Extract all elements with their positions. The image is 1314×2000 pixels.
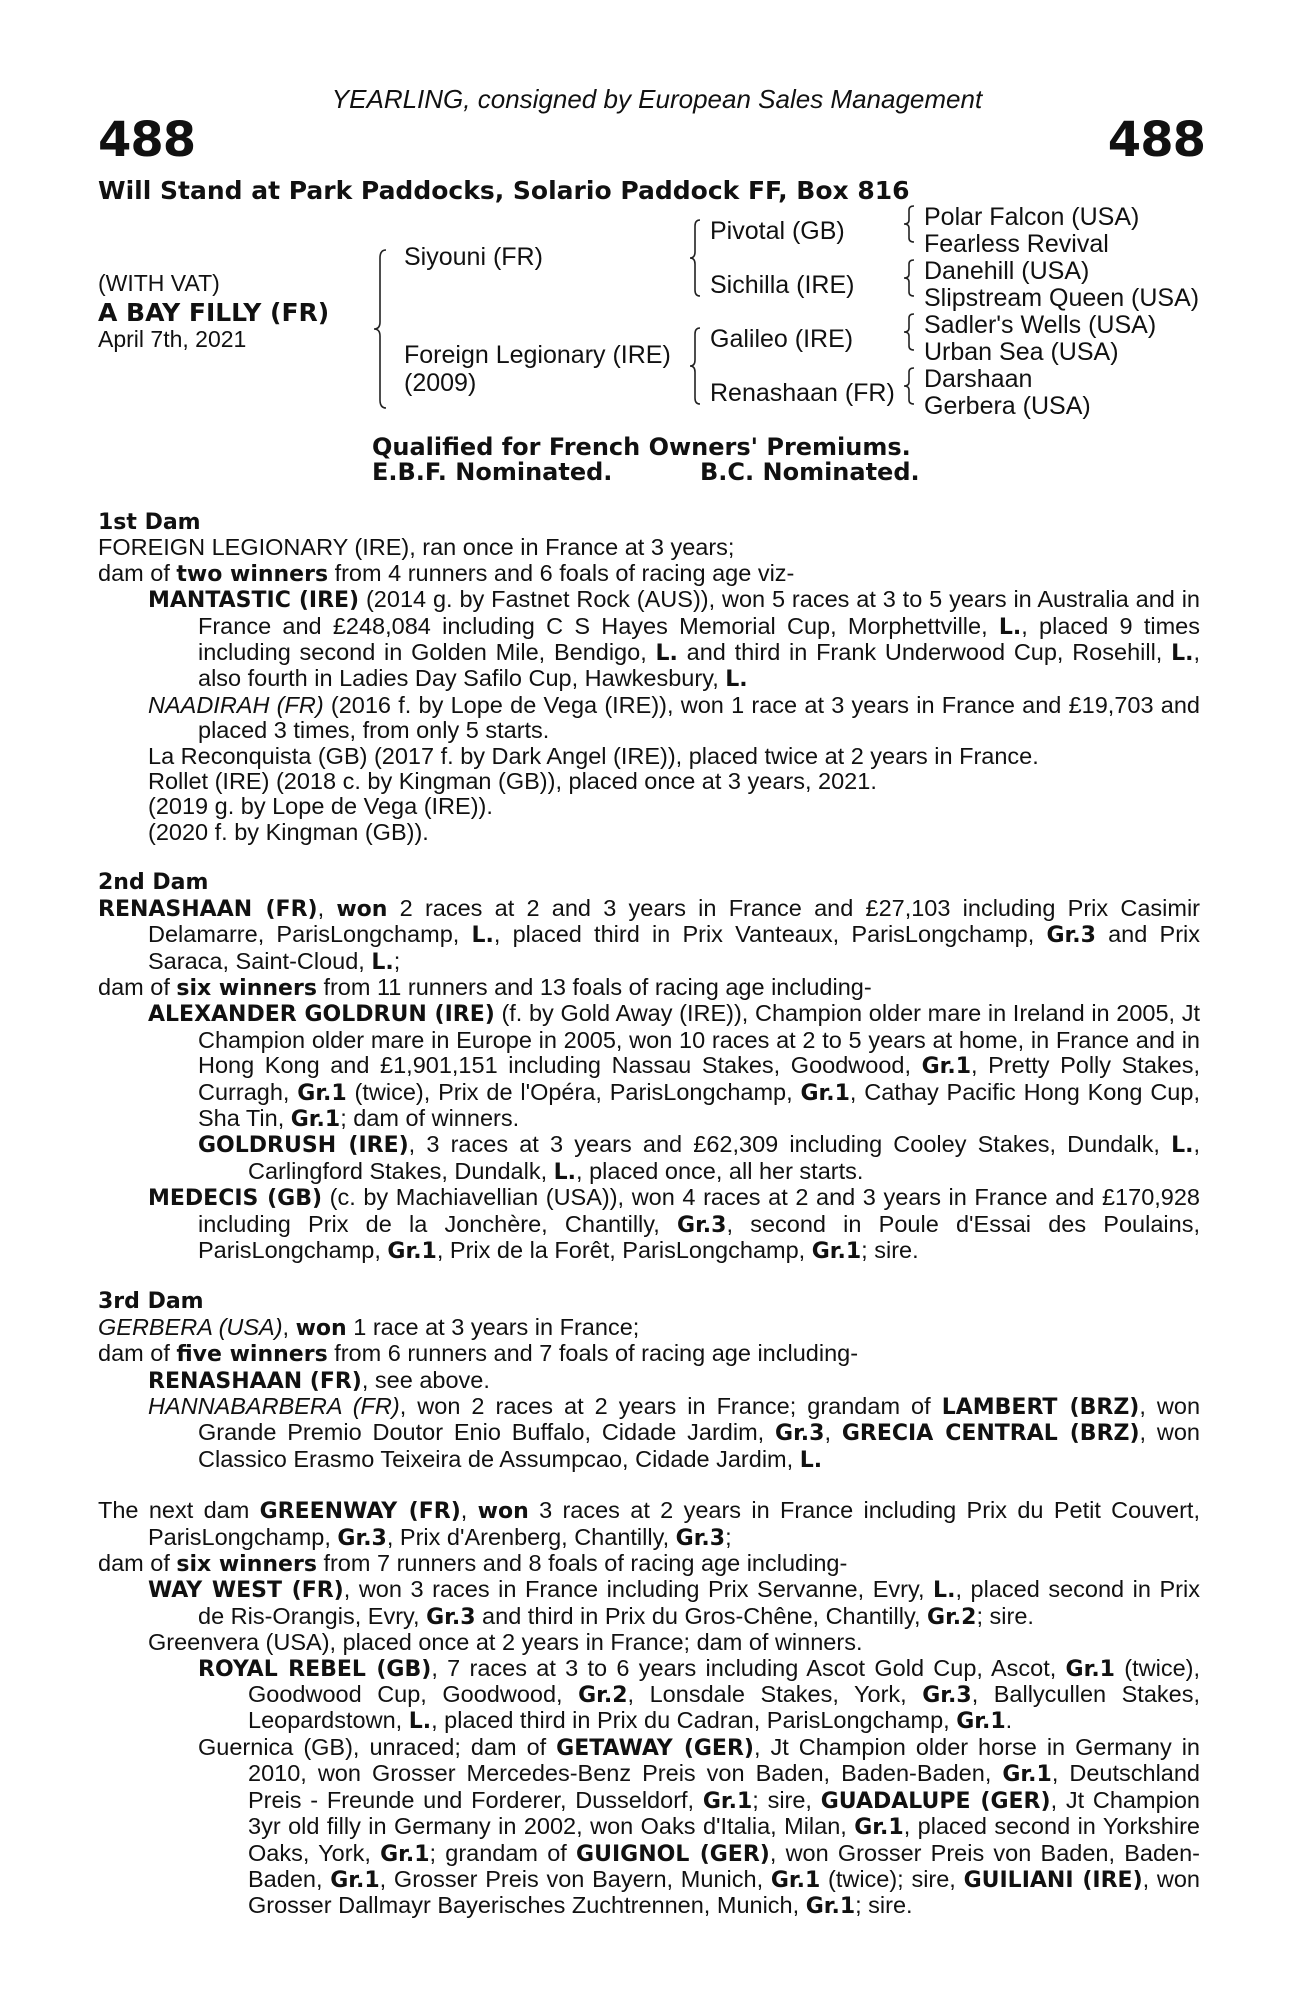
ebf-nomination: E.B.F. Nominated. [372, 458, 613, 486]
progeny-hannabarbera: HANNABARBERA (FR), won 2 races at 2 years in France; grandam of LAMBERT (BRZ), won Grande Premio Doutor Enio Buffalo, Cidade Jardim, Gr.3, GRECIA CENTRAL (BRZ), won Classico Erasmo Teixeira de Assumpcao, Cidade Jardim, L. [148, 1393, 1201, 1473]
pedigree-sire-dam: Sichilla (IRE) [710, 271, 855, 299]
pedigree-sdd: Slipstream Queen (USA) [924, 284, 1200, 312]
pedigree-dsd: Urban Sea (USA) [924, 338, 1119, 366]
progeny-goldrush: GOLDRUSH (IRE), 3 races at 3 years and £62,309 including Cooley Stakes, Dundalk, L., Carlingford Stakes, Dundalk, L., placed once, all her starts. [198, 1131, 1200, 1185]
progeny-2019-gelding: (2019 g. by Lope de Vega (IRE)). [148, 793, 493, 820]
first-dam-section [98, 510, 1200, 845]
next-dam-record: The next dam GREENWAY (FR), won 3 races at 2 years in France including Prix du Petit Couvert, ParisLongchamp, Gr.3, Prix d'Arenberg, Chantilly, Gr.3; [98, 1497, 1200, 1551]
progeny-2020-filly: (2020 f. by Kingman (GB)). [148, 818, 429, 845]
pedigree-sss: Polar Falcon (USA) [924, 203, 1140, 231]
pedigree-dam-sire: Galileo (IRE) [710, 325, 854, 353]
pedigree-dds: Darshaan [924, 365, 1033, 393]
progeny-la-reconquista: La Reconquista (GB) (2017 f. by Dark Angel (IRE)), placed twice at 2 years in France. [148, 742, 1039, 769]
progeny-mantastic: MANTASTIC (IRE) (2014 g. by Fastnet Rock (AUS)), won 5 races at 3 to 5 years in Australia and in France and £248,084 including C S Hayes Memorial Cup, Morphettville, L., placed 9 times including second in Golden Mile, Bendigo, L. and third in Frank Underwood Cup, Rosehill, L., also fourth in Ladies Day Safilo Cup, Hawkesbury, L. [148, 586, 1200, 693]
pedigree-sire: Siyouni (FR) [404, 243, 543, 271]
pedigree-brace-ss [902, 204, 916, 244]
lot-number-left: 488 [98, 112, 196, 168]
third-dam-section [98, 1289, 1200, 1473]
pedigree-brace-main [372, 248, 388, 410]
bc-nomination: B.C. Nominated. [700, 458, 920, 486]
pedigree-dam-dam: Renashaan (FR) [710, 379, 895, 407]
progeny-alexander-goldrun: ALEXANDER GOLDRUN (IRE) (f. by Gold Away (IRE)), Champion older mare in Ireland in 2005, Jt Champion older mare in Europe in 2005, won 10 races at 2 to 5 years at home, in France and in Hong Kong and £1,901,151 including Nassau Stakes, Goodwood, Gr.1, Pretty Polly Stakes, Curragh, Gr.1 (twice), Prix de l'Opéra, ParisLongchamp, Gr.1, Cathay Pacific Hong Kong Cup, Sha Tin, Gr.1; dam of winners. [148, 1000, 1200, 1132]
progeny-royal-rebel: ROYAL REBEL (GB), 7 races at 3 to 6 years including Ascot Gold Cup, Ascot, Gr.1 (twice), Goodwood Cup, Goodwood, Gr.2, Lonsdale Stakes, York, Gr.3, Ballycullen Stakes, Leopardstown, L., placed third in Prix du Cadran, ParisLongchamp, Gr.1. [198, 1654, 1201, 1735]
next-dam-section [98, 1498, 1200, 1920]
pedigree-brace-ds [902, 312, 916, 352]
progeny-guernica: Guernica (GB), unraced; dam of GETAWAY (GER), Jt Champion older horse in Germany in 2010, won Grosser Mercedes-Benz Preis von Baden, Baden-Baden, Gr.1, Deutschland Preis - Freunde und Forderer, Dusseldorf, Gr.1; sire, GUADALUPE (GER), Jt Champion 3yr old filly in Germany in 2002, won Oaks d'Italia, Milan, Gr.1, placed second in Yorkshire Oaks, York, Gr.1; grandam of GUIGNOL (GER), won Grosser Preis von Baden, Baden-Baden, Gr.1, Grosser Preis von Bayern, Munich, Gr.1 (twice); sire, GUILIANI (IRE), won Grosser Dallmayr Bayerisches Zuchtrennen, Munich, Gr.1; sire. [198, 1733, 1201, 1920]
stand-location: Will Stand at Park Paddocks, Solario Paddock FF, Box 816 [98, 176, 910, 205]
consignor-line: YEARLING, consigned by European Sales Management [331, 84, 983, 114]
second-dam-heading: 2nd Dam [98, 870, 209, 896]
pedigree-dss: Sadler's Wells (USA) [924, 311, 1157, 339]
produce-record [98, 510, 1200, 1920]
progeny-naadirah: NAADIRAH (FR) (2016 f. by Lope de Vega (IRE)), won 1 race at 3 years in France and £19,703 and placed 3 times, from only 5 starts. [148, 691, 1200, 744]
pedigree-brace-dam [688, 326, 702, 406]
third-dam-heading: 3rd Dam [98, 1289, 204, 1315]
pedigree-dam-year: (2009) [404, 369, 477, 397]
next-dam-produce-summary: dam of six winners from 7 runners and 8 foals of racing age including- [98, 1550, 848, 1578]
pedigree-ddd: Gerbera (USA) [924, 392, 1091, 420]
progeny-renashaan: RENASHAAN (FR), see above. [148, 1366, 490, 1394]
pedigree-ssd: Fearless Revival [924, 230, 1109, 258]
pedigree-dam: Foreign Legionary (IRE) [404, 341, 671, 369]
second-dam-record: RENASHAAN (FR), won 2 races at 2 and 3 years in France and £27,103 including Prix Casimir Delamarre, ParisLongchamp, L., placed third in Prix Vanteaux, ParisLongchamp, Gr.3 and Prix Saraca, Saint-Cloud, L.; [98, 894, 1200, 975]
dam-produce-summary: dam of two winners from 4 runners and 6 foals of racing age viz- [98, 559, 795, 587]
progeny-greenvera: Greenvera (USA), placed once at 2 years in France; dam of winners. [148, 1629, 863, 1656]
vat-note: (WITH VAT) [98, 270, 220, 296]
first-dam-heading: 1st Dam [98, 510, 201, 535]
lot-number-right: 488 [1107, 112, 1205, 168]
foaling-date: April 7th, 2021 [98, 326, 247, 352]
third-dam-record: GERBERA (USA), won 1 race at 3 years in France; [98, 1313, 640, 1341]
third-dam-produce-summary: dam of five winners from 6 runners and 7 foals of racing age including- [98, 1340, 859, 1368]
pedigree-brace-dd [902, 366, 916, 406]
progeny-rollet: Rollet (IRE) (2018 c. by Kingman (GB)), placed once at 3 years, 2021. [148, 768, 877, 795]
pedigree-sire-sire: Pivotal (GB) [710, 217, 845, 245]
pedigree-brace-sd [902, 258, 916, 298]
progeny-medecis: MEDECIS (GB) (c. by Machiavellian (USA)), won 4 races at 2 and 3 years in France and £170,928 including Prix de la Jonchère, Chantilly, Gr.3, second in Poule d'Essai des Poulains, ParisLongchamp, Gr.1, Prix de la Forêt, ParisLongchamp, Gr.1; sire. [148, 1184, 1200, 1264]
premium-qualifier: Qualified for French Owners' Premiums. [372, 433, 911, 461]
second-dam-section [98, 870, 1200, 1264]
pedigree-sds: Danehill (USA) [924, 257, 1090, 285]
dam-race-record: FOREIGN LEGIONARY (IRE), ran once in France at 3 years; [98, 534, 735, 561]
second-dam-produce-summary: dam of six winners from 11 runners and 13 foals of racing age including- [98, 973, 872, 1001]
pedigree-brace-sire [688, 218, 702, 298]
progeny-way-west: WAY WEST (FR), won 3 races in France including Prix Servanne, Evry, L., placed second in Prix de Ris-Orangis, Evry, Gr.3 and third in Prix du Gros-Chêne, Chantilly, Gr.2; sire. [148, 1576, 1200, 1630]
horse-name: A BAY FILLY (FR) [98, 298, 330, 327]
